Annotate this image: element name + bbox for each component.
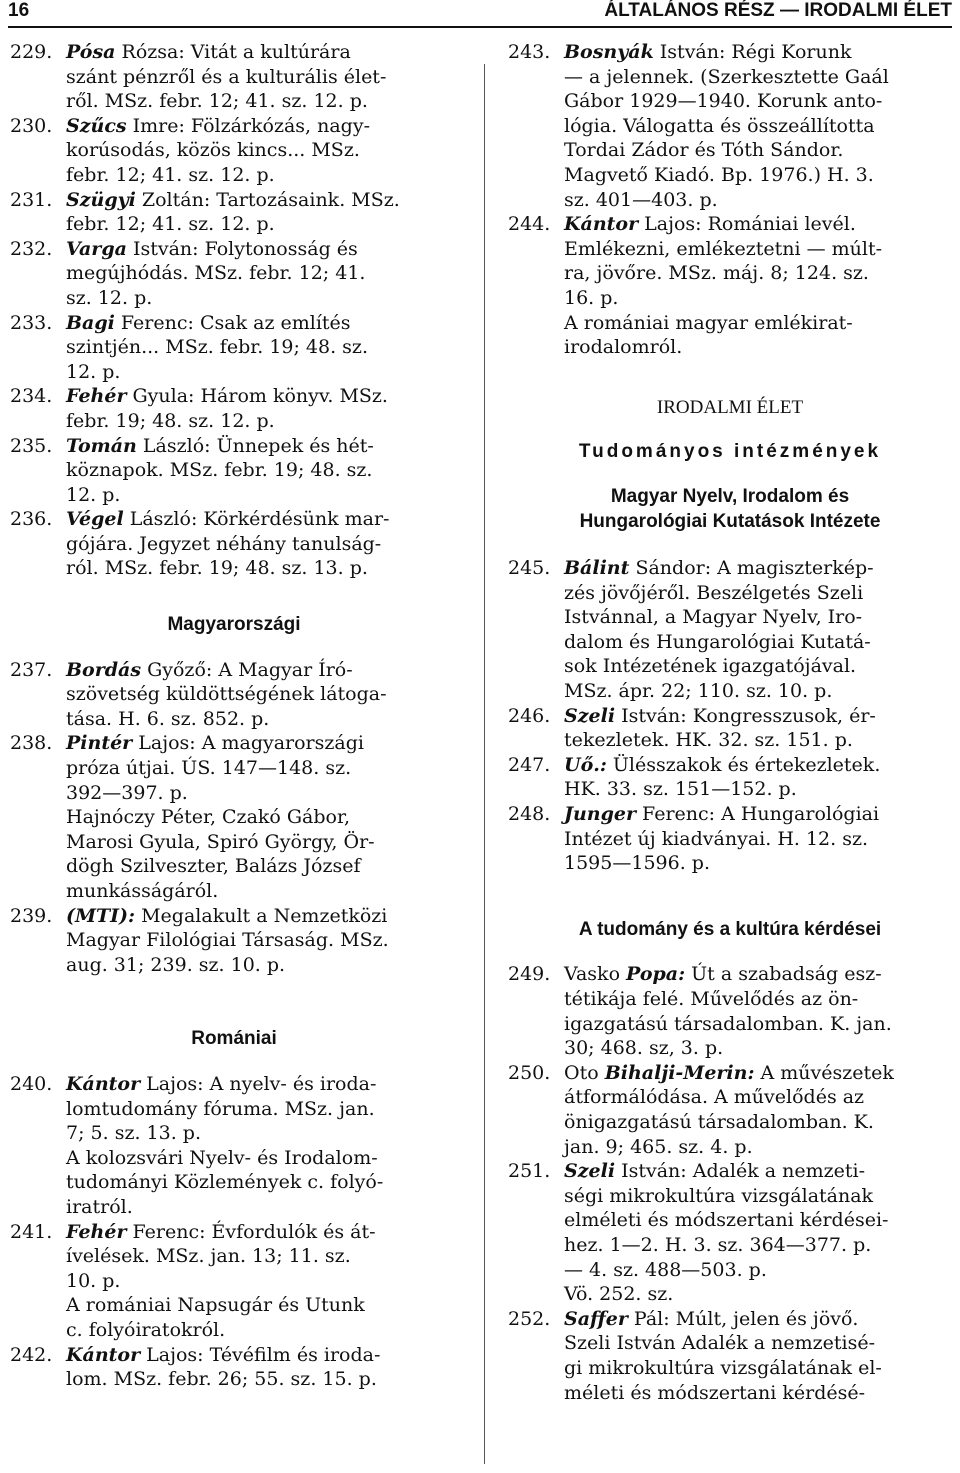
bibliography-entry [508,1159,952,1307]
entry-number: 252. [508,1307,551,1330]
entry-number: 249. [508,963,551,986]
entry-author: Varga [66,237,127,260]
entry-author: Szeli [564,1160,616,1183]
entry-number: 242. [10,1343,53,1366]
bibliography-entry [10,731,458,805]
left-column [10,40,458,1392]
annotation-line: tudományi Közlemények c. folyó- [66,1171,384,1194]
entry-line: Emlékezni, emlékeztetni — múlt- [564,237,883,260]
entry-text [66,1343,458,1392]
entry-line: köznapok. MSz. febr. 19; 48. sz. [66,459,373,482]
entry-number: 238. [10,732,53,755]
entry-author: Pintér [66,732,133,755]
bibliography-entry [10,188,458,237]
entry-text [564,704,952,753]
entry-author: Bálint [564,557,630,580]
entry-line: zés jövőjéről. Beszélgetés Szeli [564,581,864,604]
entry-line: igazgatású társadalomban. K. jan. [564,1012,892,1035]
entry-line: Istvánnal, a Magyar Nyelv, Iro- [564,606,863,629]
entry-text [66,188,458,237]
entry-line: Szűcs Imre: Fölzárkózás, nagy- [66,114,371,137]
bibliography-entry [10,237,458,311]
entry-number: 234. [10,385,53,408]
entry-author: Popa: [626,963,686,986]
entry-line: dalom és Hungarológiai Kutatá- [564,630,871,653]
entry-line: Magyar Filológiai Társaság. MSz. [66,929,389,952]
annotation-line: A romániai Napsugár és Utunk [66,1294,365,1317]
entry-annotation [10,1146,458,1220]
entry-line: Magvető Kiadó. Bp. 1976.) H. 3. [564,163,874,186]
entry-text [66,1220,458,1294]
entry-line: Bálint Sándor: A magiszterkép- [564,557,874,580]
entry-number: 240. [10,1072,53,1095]
entry-line: Szügyi Zoltán: Tartozásaink. MSz. [66,188,400,211]
page-number: 16 [8,0,30,21]
entry-line: szintjén... MSz. febr. 19; 48. sz. [66,336,368,359]
entry-annotation [508,311,952,360]
entry-line: Vö. 252. sz. [564,1283,674,1306]
entry-line: Gábor 1929—1940. Korunk anto- [564,90,883,113]
entry-number: 248. [508,803,551,826]
entry-author: Végel [66,508,124,531]
entry-annotation [10,1293,458,1342]
entry-number: 236. [10,508,53,531]
entry-text [66,40,458,114]
annotation-line: dögh Szilveszter, Balázs József [66,855,361,878]
entry-text [66,904,458,978]
entry-group [508,556,952,876]
bibliography-entry [508,1061,952,1159]
entry-line: Szeli István: Kongresszusok, ér- [564,704,876,727]
entry-line: Szeli István Adalék a nemzetisé- [564,1332,876,1355]
entry-text [66,237,458,311]
bibliography-entry [508,1307,952,1405]
entry-line: sz. 401—403. p. [564,188,718,211]
entry-text [66,507,458,581]
entry-author: Szügyi [66,188,136,211]
section-heading-tudomany: A tudomány és a kultúra kérdései [578,918,882,940]
entry-line: önigazgatású társadalomban. K. [564,1110,874,1133]
bibliography-entry [10,114,458,188]
intezet-line-1: Magyar Nyelv, Irodalom és [610,485,850,507]
entry-line: (MTI): Megalakult a Nemzetközi [66,904,388,927]
right-column [508,40,952,1405]
bibliography-entry [10,1072,458,1146]
entry-author: Junger [564,803,637,826]
entry-line: átformálódása. A művelődés az [564,1086,865,1109]
bibliography-entry [10,658,458,732]
header-rule [8,26,952,28]
annotation-line: Marosi Gyula, Spiró György, Ör- [66,830,375,853]
entry-line: Kántor Lajos: Tévéfilm és iroda- [66,1343,381,1366]
entry-line: tása. H. 6. sz. 852. p. [66,707,270,730]
entry-number: 243. [508,41,551,63]
entry-line: 1595—1596. p. [564,852,710,875]
entry-line: 16. p. [564,286,619,309]
section-heading-irodalmi-elet: IRODALMI ÉLET [656,396,804,418]
entry-line: sok Intézetének igazgatójával. [564,655,857,678]
entry-line: méleti és módszertani kérdésé- [564,1381,866,1404]
entry-line: aug. 31; 239. sz. 10. p. [66,953,286,976]
entry-line: sz. 12. p. [66,286,153,309]
entry-number: 247. [508,753,551,776]
entry-group [10,40,458,581]
bibliography-entry [10,1220,458,1294]
entry-line: lom. MSz. febr. 26; 55. sz. 15. p. [66,1368,377,1391]
entry-number: 246. [508,704,551,727]
bibliography-entry [10,507,458,581]
entry-text [564,1307,952,1405]
entry-number: 233. [10,311,53,334]
bibliography-entry [10,384,458,433]
entry-line: szánt pénzről és a kulturális élet- [66,65,387,88]
section-heading-intezet [508,485,952,534]
intezet-line-2: Hungarológiai Kutatások Intézete [579,510,881,532]
annotation-line: iratról. [66,1195,133,1218]
section-heading-romaniai: Romániai [191,1028,277,1050]
entry-text [66,311,458,385]
entry-line: Oto Bihalji-Merin: A művészetek [564,1061,894,1084]
entry-line: 12. p. [66,483,121,506]
entry-number: 251. [508,1160,551,1183]
entry-line: Fehér Ferenc: Évfordulók és át- [66,1220,376,1243]
entry-text [564,962,952,1060]
entry-author: Pósa [66,41,116,63]
entry-author: Saffer [564,1307,628,1330]
bibliography-entry [10,1343,458,1392]
entry-line: próza útjai. ÚS. 147—148. sz. [66,757,352,780]
entry-author: Bordás [66,658,142,681]
bibliography-entry [508,40,952,212]
entry-line: Varga István: Folytonosság és [66,237,358,260]
entry-text [66,384,458,433]
entry-line: ségi mikrokultúra vizsgálatának [564,1184,874,1207]
entry-line: elméleti és módszertani kérdései- [564,1209,889,1232]
section-heading-tudomanyos: Tudományos intézmények [578,441,882,463]
entry-line: Tomán László: Ünnepek és hét- [66,434,374,457]
entry-number: 244. [508,213,551,236]
entry-line: Szeli István: Adalék a nemzeti- [564,1160,866,1183]
bibliography-entry [508,212,952,310]
entry-line: febr. 12; 41. sz. 12. p. [66,163,275,186]
entry-line: jan. 9; 465. sz. 4. p. [564,1135,753,1158]
entry-line: MSz. ápr. 22; 110. sz. 10. p. [564,680,833,703]
entry-text [564,753,952,802]
entry-line: 10. p. [66,1269,121,1292]
entry-text [564,802,952,876]
entry-author: Bihalji-Merin: [604,1061,755,1084]
entry-line: Bosnyák István: Régi Korunk [564,41,852,63]
entry-text [564,40,952,212]
entry-author: Bagi [66,311,115,334]
entry-line: Kántor Lajos: A nyelv- és iroda- [66,1072,377,1095]
entry-line: febr. 19; 48. sz. 12. p. [66,409,275,432]
bibliography-entry [10,904,458,978]
entry-line: febr. 12; 41. sz. 12. p. [66,213,275,236]
entry-author: Szeli [564,704,616,727]
entry-text [564,212,952,310]
bibliography-entry [508,802,952,876]
entry-number: 239. [10,904,53,927]
entry-text [66,1072,458,1146]
section-heading-magyarorszagi: Magyarországi [167,614,301,636]
entry-number: 229. [10,41,53,63]
entry-author: Kántor [564,213,639,236]
entry-line: 30; 468. sz, 3. p. [564,1037,724,1060]
annotation-line: A romániai magyar emlékirat- [564,311,853,334]
entry-line: szövetség küldöttségének látoga- [66,683,387,706]
entry-author: (MTI): [66,904,136,927]
entry-line: ről. MSz. febr. 12; 41. sz. 12. p. [66,90,368,113]
entry-line: Junger Ferenc: A Hungarológiai [564,803,880,826]
bibliography-entry [508,753,952,802]
entry-line: hez. 1—2. H. 3. sz. 364—377. p. [564,1233,872,1256]
entry-annotation [10,805,458,903]
entry-author: Kántor [66,1072,141,1095]
entry-line: HK. 33. sz. 151—152. p. [564,778,797,801]
entry-text [564,556,952,704]
bibliography-entry [10,434,458,508]
entry-line: — a jelennek. (Szerkesztette Gaál [564,65,889,88]
entry-text [66,434,458,508]
annotation-line: A kolozsvári Nyelv- és Irodalom- [66,1146,378,1169]
entry-line: Végel László: Körkérdésünk mar- [66,508,390,531]
entry-line: Pintér Lajos: A magyarországi [66,732,364,755]
entry-author: Fehér [66,385,127,408]
annotation-line: c. folyóiratokról. [66,1318,226,1341]
entry-group [10,1072,458,1392]
entry-line: 12. p. [66,360,121,383]
entry-text [66,731,458,805]
entry-line: korúsodás, közös kincs... MSz. [66,139,360,162]
entry-number: 230. [10,114,53,137]
entry-author: Fehér [66,1220,127,1243]
entry-group [10,658,458,978]
entry-line: Vasko Popa: Út a szabadság esz- [564,963,882,986]
entry-line: ívelések. MSz. jan. 13; 11. sz. [66,1245,351,1268]
entry-author: Uő.: [564,753,607,776]
entry-line: ról. MSz. febr. 19; 48. sz. 13. p. [66,557,368,580]
entry-line: Saffer Pál: Múlt, jelen és jövő. [564,1307,859,1330]
column-divider [484,64,485,1464]
bibliography-entry [10,40,458,114]
entry-line: megújhódás. MSz. febr. 12; 41. [66,262,366,285]
entry-line: 7; 5. sz. 13. p. [66,1122,201,1145]
entry-number: 250. [508,1061,551,1084]
bibliography-entry [508,556,952,704]
entry-number: 232. [10,237,53,260]
entry-line: tekezletek. HK. 32. sz. 151. p. [564,729,853,752]
entry-author: Tomán [66,434,137,457]
entry-line: lomtudomány fóruma. MSz. jan. [66,1097,375,1120]
entry-line: Intézet új kiadványai. H. 12. sz. [564,827,869,850]
entry-line: Pósa Rózsa: Vitát a kultúrára [66,41,351,63]
bibliography-entry [508,962,952,1060]
entry-line: Bagi Ferenc: Csak az említés [66,311,351,334]
entry-line: tétikája felé. Művelődés az ön- [564,988,859,1010]
entry-line: Tordai Zádor és Tóth Sándor. [564,139,844,162]
entry-text [564,1061,952,1159]
entry-author: Bosnyák [564,41,654,63]
annotation-line: Hajnóczy Péter, Czakó Gábor, [66,806,351,829]
entry-number: 245. [508,557,551,580]
entry-author: Kántor [66,1343,141,1366]
entry-line: gójára. Jegyzet néhány tanulság- [66,532,382,555]
entry-author: Szűcs [66,114,127,137]
annotation-line: irodalomról. [564,336,683,359]
entry-text [66,658,458,732]
running-title: ÁLTALÁNOS RÉSZ — IRODALMI ÉLET [604,0,952,21]
entry-number: 231. [10,188,53,211]
entry-line: — 4. sz. 488—503. p. [564,1258,767,1281]
entry-text [66,114,458,188]
entry-line: lógia. Válogatta és összeállította [564,114,875,137]
entry-line: Bordás Győző: A Magyar Író- [66,658,353,681]
page-header [8,0,952,30]
bibliography-entry [10,311,458,385]
entry-number: 235. [10,434,53,457]
entry-group [508,40,952,360]
entry-line: Kántor Lajos: Romániai levél. [564,213,856,236]
entry-line: Fehér Gyula: Három könyv. MSz. [66,385,388,408]
entry-line: 392—397. p. [66,781,188,804]
bibliography-entry [508,704,952,753]
annotation-line: munkásságáról. [66,880,219,902]
entry-number: 237. [10,658,53,681]
entry-text [564,1159,952,1307]
entry-line: gi mikrokultúra vizsgálatának el- [564,1356,882,1379]
entry-line: ra, jövőre. MSz. máj. 8; 124. sz. [564,262,869,285]
entry-number: 241. [10,1220,53,1243]
entry-line: Uő.: Ülésszakok és értekezletek. [564,753,881,776]
entry-group [508,962,952,1405]
